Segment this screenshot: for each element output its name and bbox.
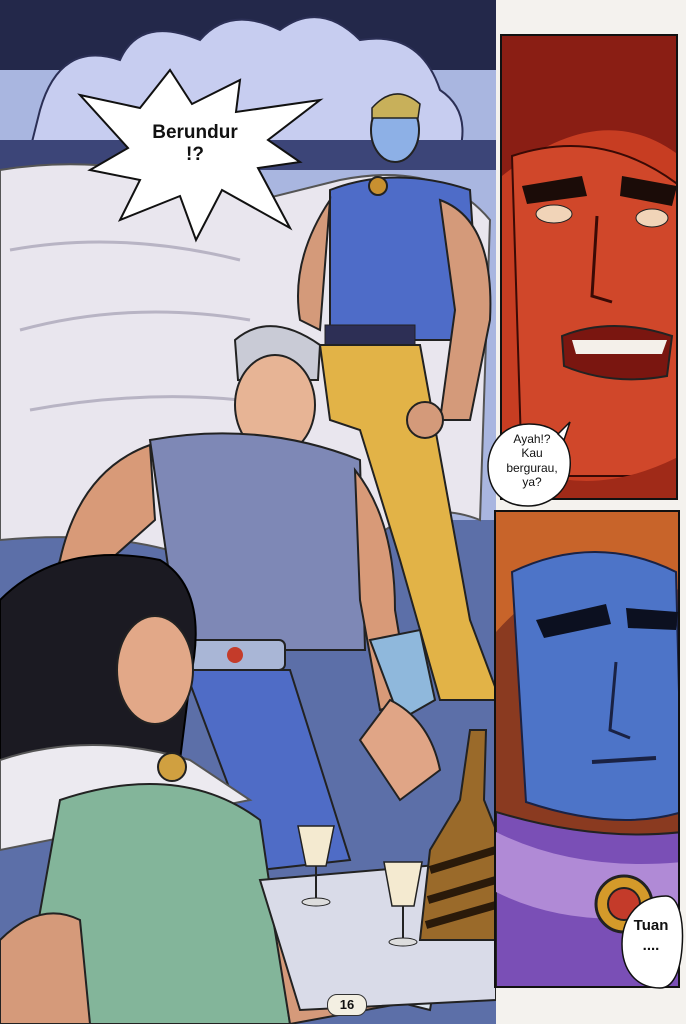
berundur-line-1: Berundur xyxy=(152,122,238,143)
tuan-line-1: Tuan xyxy=(633,917,669,934)
ayah-line-1: Ayah!? xyxy=(513,432,551,446)
tuan-line-2: .... xyxy=(642,937,660,955)
berundur-text xyxy=(130,122,260,166)
ayah-line-3: bergurau, xyxy=(506,460,558,475)
ayah-text xyxy=(494,432,570,490)
page-number: 16 xyxy=(327,994,367,1016)
ayah-line-2: Kau xyxy=(521,446,543,461)
ayah-line-4: ya? xyxy=(522,475,542,490)
tuan-text xyxy=(620,916,682,957)
berundur-line-2: !? xyxy=(186,143,204,165)
